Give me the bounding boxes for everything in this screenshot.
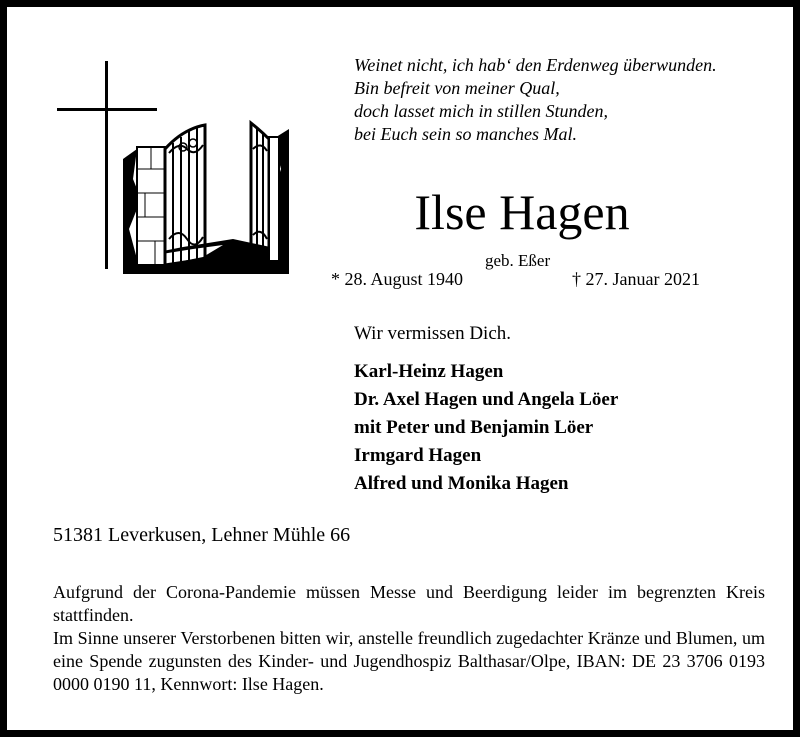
mourners-list xyxy=(354,358,618,498)
poem-line: Bin befreit von meiner Qual, xyxy=(354,78,560,98)
mourner-name: Karl-Heinz Hagen xyxy=(354,361,504,382)
mourner-name: mit Peter und Benjamin Löer xyxy=(354,417,594,438)
corona-note: Aufgrund der Corona-Pandemie müssen Messe und Beerdigung leider im begrenzten Kreis stattfinden. xyxy=(53,582,765,625)
poem-line: Weinet nicht, ich hab‘ den Erdenweg überwunden. xyxy=(354,55,717,75)
mourner-name: Dr. Axel Hagen und Angela Löer xyxy=(354,389,619,410)
poem-line: doch lasset mich in stillen Stunden, xyxy=(354,101,608,121)
notes xyxy=(53,581,765,696)
deceased-name: Ilse Hagen xyxy=(414,184,630,240)
mourner-name: Alfred und Monika Hagen xyxy=(354,473,569,494)
donation-note: Im Sinne unserer Verstorbenen bitten wir, anstelle freundlich zugedachter Kränze und Blumen, um eine Spende zugunsten des Kinder- und Jugendhospiz Balthasar/Olpe, IBAN: DE 23 3706 0193 0000 0190 11, Kennwort: Ilse Hagen. xyxy=(53,628,765,694)
family-address: 51381 Leverkusen, Lehner Mühle 66 xyxy=(53,524,351,546)
poem xyxy=(354,54,717,146)
maiden-name: geb. Eßer xyxy=(485,251,551,270)
mourners-intro: Wir vermissen Dich. xyxy=(354,323,512,344)
poem-line: bei Euch sein so manches Mal. xyxy=(354,124,577,144)
death-date: † 27. Januar 2021 xyxy=(572,269,700,289)
birth-date: * 28. August 1940 xyxy=(331,269,464,289)
mourner-name: Irmgard Hagen xyxy=(354,445,482,466)
